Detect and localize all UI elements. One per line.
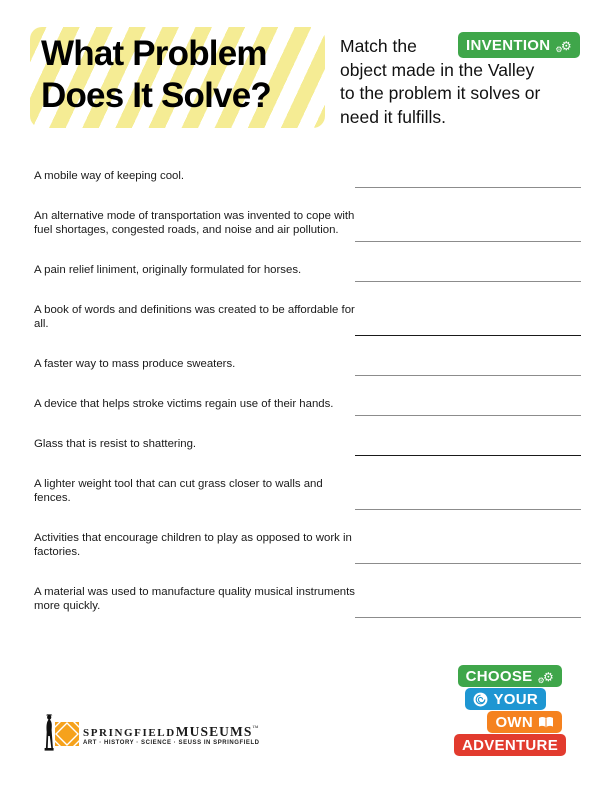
choose-badge (458, 665, 562, 687)
museum-logo-name (83, 723, 258, 741)
question-row (34, 531, 581, 559)
question-row (34, 437, 581, 451)
page-title-line1: What Problem (41, 34, 267, 73)
question-text: Glass that is resist to shattering. (34, 438, 197, 450)
springfield-museums-logo (43, 712, 260, 757)
answer-blank[interactable] (355, 375, 581, 376)
answer-blank[interactable] (355, 335, 581, 336)
question-row (34, 397, 581, 411)
question-text: A book of words and definitions was created to be affordable for all. (34, 304, 355, 330)
question-text: An alternative mode of transportation was invented to cope with fuel shortages, congested roads, and noise and air pollution. (34, 210, 355, 236)
answer-blank[interactable] (355, 415, 581, 416)
question-text: A pain relief liniment, originally formulated for horses. (34, 264, 302, 276)
answer-blank[interactable] (355, 563, 581, 564)
title-striped-box (30, 27, 325, 128)
question-text: A device that helps stroke victims regain use of their hands. (34, 398, 334, 410)
page-title-line2: Does It Solve? (41, 76, 271, 115)
spiral-shell-icon (473, 692, 488, 707)
question-row (34, 303, 581, 331)
invention-badge-label: INVENTION (466, 36, 551, 54)
gears-icon: ⚙⚙ (537, 669, 554, 685)
question-row (34, 477, 581, 505)
choose-badge-label: CHOOSE (465, 667, 533, 685)
question-text: A faster way to mass produce sweaters. (34, 358, 236, 370)
question-text: A material was used to manufacture quality musical instruments more quickly. (34, 586, 355, 612)
own-badge-label: OWN (495, 713, 533, 731)
page-title (30, 27, 325, 117)
open-book-icon (538, 716, 554, 729)
your-badge-label: YOUR (493, 690, 538, 708)
answer-blank[interactable] (355, 241, 581, 242)
statue-silhouette-icon (43, 714, 55, 754)
instructions-line: to the problem it solves or (340, 83, 541, 103)
your-badge (465, 688, 546, 710)
logo-name-part2: MUSEUMS (175, 724, 253, 739)
answer-blank[interactable] (355, 509, 581, 510)
diamond-pattern-square-icon (55, 722, 79, 746)
adventure-badge-label: ADVENTURE (461, 736, 558, 754)
question-row (34, 585, 581, 613)
logo-name-part1: SPRINGFIELD (83, 727, 176, 739)
question-text: A mobile way of keeping cool. (34, 170, 185, 182)
question-row (34, 263, 581, 277)
invention-badge (458, 32, 580, 58)
question-row (34, 357, 581, 371)
answer-blank[interactable] (355, 187, 581, 188)
question-row (34, 169, 581, 183)
answer-blank[interactable] (355, 455, 581, 456)
gears-icon: ⚙⚙ (555, 38, 572, 54)
questions-list (34, 169, 581, 639)
trademark-symbol: ™ (252, 725, 259, 732)
instructions-line: need it fulfills. (340, 106, 447, 127)
question-text: A lighter weight tool that can cut grass closer to walls and fences. (34, 478, 323, 504)
adventure-badge (454, 734, 566, 756)
museum-logo-tagline: ART · HISTORY · SCIENCE · SEUSS IN SPRINGFIELD (83, 740, 260, 746)
instructions-line: object made in the Valley (340, 59, 535, 80)
own-badge (487, 711, 562, 733)
answer-blank[interactable] (355, 281, 581, 282)
question-row (34, 209, 581, 237)
instructions-line: Match the (340, 36, 417, 56)
answer-blank[interactable] (355, 617, 581, 618)
question-text: Activities that encourage children to play as opposed to work in factories. (34, 532, 352, 558)
